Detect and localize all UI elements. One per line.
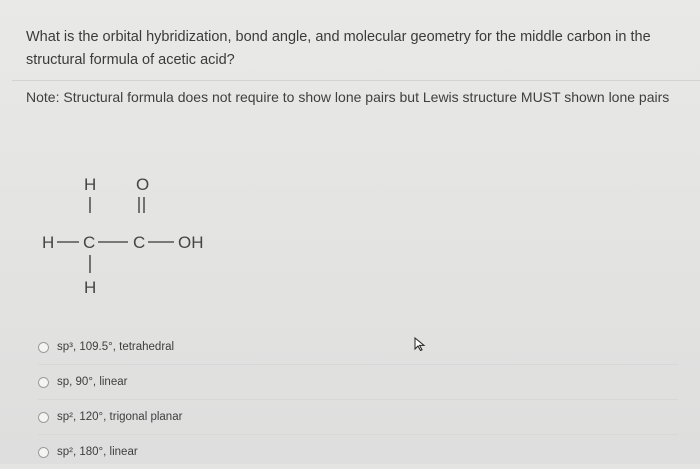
arrow-cursor-icon: [414, 337, 426, 351]
atom-carbon-1: C: [83, 233, 96, 252]
radio-button[interactable]: [38, 447, 49, 458]
group-oh: OH: [178, 233, 204, 252]
answer-option-label: sp, 90°, linear: [57, 376, 128, 388]
atom-top-h: H: [84, 175, 97, 194]
atom-carbon-2: C: [133, 233, 146, 252]
answer-option-1[interactable]: [38, 330, 678, 364]
answer-option-3[interactable]: [38, 399, 678, 434]
answer-option-label: sp², 120°, trigonal planar: [57, 411, 183, 423]
answer-option-label: sp², 180°, linear: [57, 446, 138, 458]
radio-button[interactable]: [38, 342, 49, 353]
answer-option-2[interactable]: [38, 364, 678, 399]
answer-options: [38, 330, 678, 469]
atom-left-h: H: [42, 233, 55, 252]
question-text: What is the orbital hybridization, bond angle, and molecular geometry for the middle carbon in the structural formula of acetic acid?: [26, 29, 651, 68]
section-divider: [12, 80, 700, 81]
acetic-acid-structural-formula: [36, 168, 226, 308]
question-note: Note: Structural formula does not require to show lone pairs but Lewis structure MUST shown lone pairs: [26, 89, 670, 105]
answer-option-label: sp³, 109.5°, tetrahedral: [57, 341, 175, 353]
radio-button[interactable]: [38, 377, 49, 388]
atom-top-o: O: [136, 175, 150, 194]
structural-formula-drawing: [36, 168, 226, 308]
atom-bottom-h: H: [84, 278, 97, 297]
radio-button[interactable]: [38, 412, 49, 423]
